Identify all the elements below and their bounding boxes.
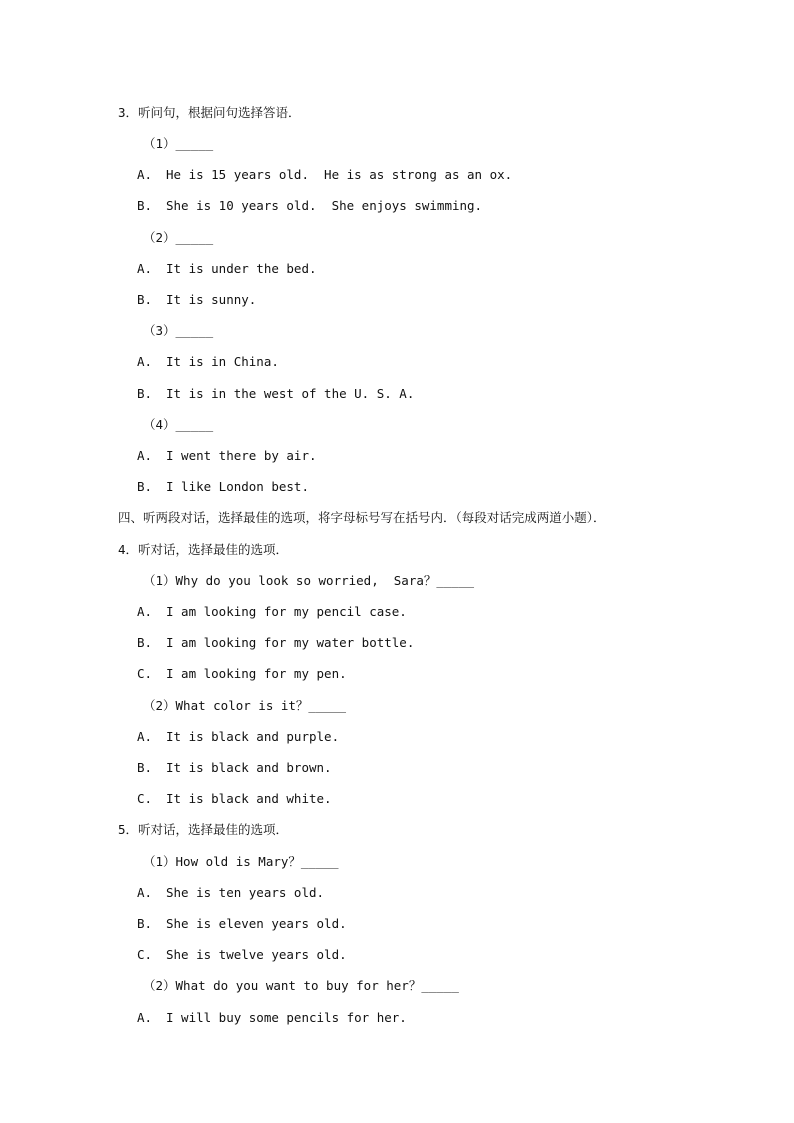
question-4-1: （1）Why do you look so worried, Sara？_____ xyxy=(143,573,474,588)
option-text: It is black and white. xyxy=(166,791,332,806)
option-3-4-a xyxy=(137,448,317,464)
option-3-2-a xyxy=(137,261,317,277)
option-label: C. xyxy=(137,791,153,806)
question-3-2: （2）_____ xyxy=(143,230,214,245)
option-label: C. xyxy=(137,666,153,681)
option-text: It is in the west of the U. S. A. xyxy=(166,386,415,401)
option-3-3-b xyxy=(137,386,414,402)
option-label: A. xyxy=(137,448,153,463)
option-label: B. xyxy=(137,635,153,650)
option-label: B. xyxy=(137,760,153,775)
option-4-1-c xyxy=(137,666,347,682)
option-label: C. xyxy=(137,947,153,962)
option-text: I am looking for my pen. xyxy=(166,666,347,681)
option-3-2-b xyxy=(137,292,256,308)
option-label: B. xyxy=(137,479,153,494)
option-5-2-a xyxy=(137,1010,407,1026)
option-text: She is ten years old. xyxy=(166,885,325,900)
option-3-4-b xyxy=(137,479,309,495)
section-4-heading: 4．听对话，选择最佳的选项． xyxy=(118,542,289,557)
option-3-1-a xyxy=(137,167,512,183)
option-text: I am looking for my pencil case. xyxy=(166,604,407,619)
option-4-1-a xyxy=(137,604,407,620)
question-3-1: （1）_____ xyxy=(143,136,214,151)
option-text: She is 10 years old. She enjoys swimming. xyxy=(166,198,483,213)
option-5-1-c xyxy=(137,947,347,963)
question-5-2: （2）What do you want to buy for her？_____ xyxy=(143,978,459,993)
option-text: It is under the bed. xyxy=(166,261,317,276)
option-4-2-c xyxy=(137,791,332,807)
option-label: A. xyxy=(137,354,153,369)
option-text: I am looking for my water bottle. xyxy=(166,635,415,650)
option-text: I went there by air. xyxy=(166,448,317,463)
question-4-2: （2）What color is it？_____ xyxy=(143,698,347,713)
option-label: B. xyxy=(137,198,153,213)
option-label: B. xyxy=(137,916,153,931)
option-4-1-b xyxy=(137,635,414,651)
part-4-heading: 四、听两段对话，选择最佳的选项，将字母标号写在括号内．（每段对话完成两道小题）． xyxy=(118,510,606,525)
option-text: It is sunny. xyxy=(166,292,257,307)
option-label: A. xyxy=(137,604,153,619)
section-3-heading: 3．听问句，根据问句选择答语． xyxy=(118,105,301,120)
option-3-1-b xyxy=(137,198,482,214)
option-5-1-a xyxy=(137,885,324,901)
option-label: A. xyxy=(137,261,153,276)
option-label: B. xyxy=(137,386,153,401)
option-text: I will buy some pencils for her. xyxy=(166,1010,407,1025)
option-text: It is black and brown. xyxy=(166,760,332,775)
option-text: He is 15 years old. He is as strong as an ox. xyxy=(166,167,513,182)
question-3-3: （3）_____ xyxy=(143,323,214,338)
section-5-heading: 5．听对话，选择最佳的选项． xyxy=(118,822,289,837)
option-5-1-b xyxy=(137,916,347,932)
option-text: She is eleven years old. xyxy=(166,916,347,931)
option-label: A. xyxy=(137,1010,153,1025)
option-label: A. xyxy=(137,885,153,900)
option-label: B. xyxy=(137,292,153,307)
question-5-1: （1）How old is Mary？_____ xyxy=(143,854,339,869)
option-text: It is in China. xyxy=(166,354,279,369)
option-4-2-a xyxy=(137,729,339,745)
option-label: A. xyxy=(137,729,153,744)
option-label: A. xyxy=(137,167,153,182)
question-3-4: （4）_____ xyxy=(143,417,214,432)
option-3-3-a xyxy=(137,354,279,370)
option-text: She is twelve years old. xyxy=(166,947,347,962)
option-text: I like London best. xyxy=(166,479,309,494)
option-4-2-b xyxy=(137,760,332,776)
option-text: It is black and purple. xyxy=(166,729,340,744)
